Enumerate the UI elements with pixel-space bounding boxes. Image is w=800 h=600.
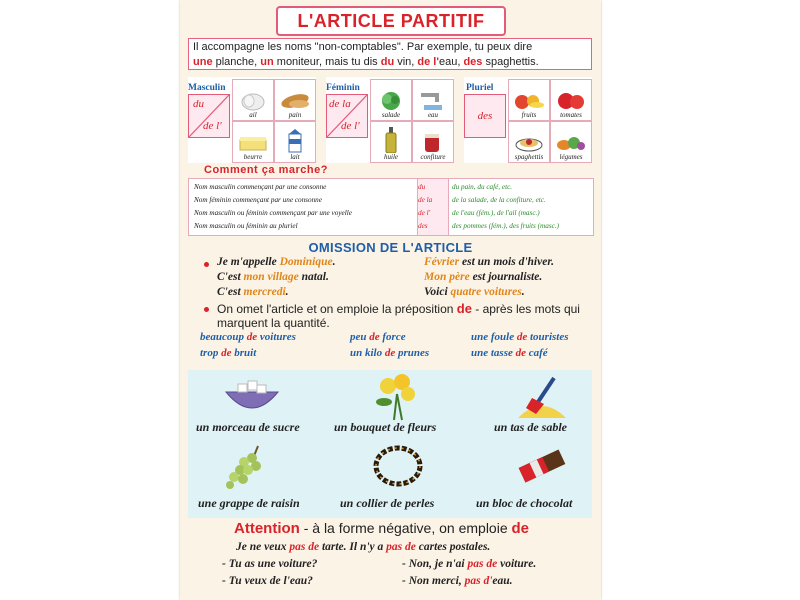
q-text: force (379, 331, 406, 343)
ex-highlight: Mon père (424, 271, 470, 283)
thumb-tomates (550, 79, 592, 121)
ex-highlight: Février (424, 256, 460, 268)
ex-highlight: quatre voitures (450, 286, 522, 298)
pluriel-article (464, 94, 506, 138)
picture-caption: un morceau de sucre (196, 420, 300, 434)
word-du: du (380, 56, 395, 68)
page-title: L'ARTICLE PARTITIF (297, 10, 485, 31)
rule-article: de la (418, 196, 433, 204)
word-une: une (193, 56, 213, 68)
ex-highlight: mon village (243, 271, 299, 283)
intro-box (188, 38, 592, 70)
q-text: peu (350, 331, 370, 343)
rule-example: du pain, du café, etc. (452, 183, 513, 191)
thumb-spaghettis (508, 121, 550, 163)
rule-text: Nom masculin commençant par une consonne (194, 183, 327, 191)
rule-text: Nom féminin commençant par une consonne (194, 196, 322, 204)
example-line (217, 271, 329, 283)
answer-1 (402, 558, 536, 570)
q-text: une foule (471, 331, 517, 343)
milk-icon (285, 129, 305, 153)
flowers-icon (372, 372, 422, 422)
thumb-legumes (550, 121, 592, 163)
bread-icon (279, 91, 311, 111)
q-text: bruit (231, 347, 257, 359)
ex-highlight: Dominique (279, 256, 333, 268)
neg-text: cartes postales. (415, 541, 491, 553)
thumb-eau (412, 79, 454, 121)
title-box (276, 6, 506, 36)
rules-table (188, 178, 594, 236)
thumb-beurre (232, 121, 274, 163)
spaghetti-icon (514, 131, 544, 153)
question-1: - Tu as une voiture? (222, 558, 318, 570)
intro-text: eau, (438, 56, 464, 68)
grapes-icon (218, 442, 272, 492)
rule-text: Nom masculin ou féminin commençant par une voyelle (194, 209, 352, 217)
art-del: de l' (203, 120, 222, 132)
neg-highlight: pas de (289, 541, 320, 553)
example-line (424, 256, 554, 268)
q-text: touristes (527, 331, 569, 343)
rule-text: - après les mots qui marquent la quantité. (217, 302, 580, 330)
sand-shovel-icon (514, 374, 570, 422)
label-confiture: confiture (420, 153, 446, 161)
feminin-panel (326, 77, 454, 163)
q-de: de (515, 347, 527, 359)
thumb-lait (274, 121, 316, 163)
q-text: voitures (257, 331, 296, 343)
neg-text: Je ne veux (236, 541, 290, 553)
quantity-expr (471, 347, 548, 359)
intro-text: spaghettis. (482, 56, 539, 68)
q-text: un kilo (350, 347, 385, 359)
rule-example: de la salade, de la confiture, etc. (452, 196, 546, 204)
thumb-ail (232, 79, 274, 121)
rule-article: de l' (418, 209, 431, 217)
neg-highlight: pas de (467, 558, 498, 570)
label-fruits: fruits (521, 111, 537, 119)
quantity-expr (200, 331, 296, 343)
intro-text: moniteur, mais tu dis (273, 56, 381, 68)
neg-text: voiture. (497, 558, 537, 570)
thumb-huile (370, 121, 412, 163)
oil-bottle-icon (383, 127, 399, 153)
ex-dot: . (332, 256, 336, 268)
question-2: - Tu veux de l'eau? (222, 575, 313, 587)
tomatoes-icon (555, 89, 587, 111)
tap-icon (418, 89, 448, 111)
label-tomates: tomates (560, 111, 582, 119)
ex-text: C'est (217, 271, 244, 283)
q-text: une tasse (471, 347, 516, 359)
ex-text: Voici (424, 286, 451, 298)
fruits-icon (513, 89, 545, 111)
rule-example: de l'eau (fém.), de l'ail (masc.) (452, 209, 540, 217)
example-line (217, 286, 289, 298)
example-line (424, 286, 525, 298)
ex-text: Je m'appelle (217, 256, 280, 268)
word-un: un (260, 56, 274, 68)
neg-highlight: pas d' (464, 575, 493, 587)
rule-text: On omet l'article et on emploie la préposition (217, 302, 457, 316)
q-de: de (369, 331, 380, 343)
ex-text: natal. (298, 271, 329, 283)
butter-icon (238, 135, 268, 153)
label-beurre: beurre (243, 153, 263, 161)
necklace-icon (368, 438, 428, 494)
masculin-head: Masculin (188, 83, 226, 93)
lettuce-icon (377, 89, 405, 111)
answer-2 (402, 575, 513, 587)
label-eau: eau (427, 111, 439, 119)
example-line (424, 271, 542, 283)
attention-word: Attention (234, 520, 300, 537)
intro-line1: Il accompagne les noms "non-comptables". Par exemple, tu peux dire (193, 41, 533, 53)
label-lait: lait (290, 153, 300, 161)
rule-article: du (418, 183, 426, 191)
ex-text: est journaliste. (469, 271, 543, 283)
picture-caption: un bouquet de fleurs (334, 420, 437, 434)
picture-caption: une grappe de raisin (198, 496, 300, 510)
quantity-expr (471, 331, 569, 343)
sugar-bowl-icon (222, 376, 282, 416)
art-del: de l' (341, 120, 360, 132)
ex-text: est un mois d'hiver. (459, 256, 555, 268)
thumb-pain (274, 79, 316, 121)
picture-band (188, 370, 592, 518)
attention-text: - à la forme négative, on emploie (299, 520, 512, 536)
example-line (217, 256, 336, 268)
q-text: trop (200, 347, 222, 359)
omission-rule (217, 302, 597, 330)
neg-text: - Non, je n'ai (402, 558, 468, 570)
label-legumes: légumes (559, 153, 583, 161)
label-spaghettis: spaghettis (514, 153, 544, 161)
neg-text: - Non merci, (402, 575, 465, 587)
intro-text: vin, (394, 56, 418, 68)
q-text: prunes (395, 347, 430, 359)
ex-text: C'est (217, 286, 244, 298)
ex-dot: . (521, 286, 525, 298)
omission-title: OMISSION DE L'ARTICLE (308, 240, 473, 255)
art-des: des (477, 110, 493, 122)
masculin-articles (188, 94, 230, 138)
q-text: café (526, 347, 548, 359)
q-de: de (221, 347, 232, 359)
q-de: de (384, 347, 396, 359)
label-ail: ail (249, 111, 257, 119)
feminin-head: Féminin (326, 83, 360, 93)
chocolate-icon (514, 444, 570, 488)
thumb-fruits (508, 79, 550, 121)
rule-example: des pommes (fém.), des fruits (masc.) (452, 222, 559, 230)
picture-caption: un collier de perles (340, 496, 435, 510)
bullet (204, 262, 209, 267)
label-salade: salade (381, 111, 401, 119)
poster (180, 0, 601, 600)
thumb-confiture (412, 121, 454, 163)
q-de: de (246, 331, 258, 343)
neg-highlight: pas de (386, 541, 416, 553)
garlic-icon (240, 89, 266, 111)
jam-icon (420, 131, 446, 153)
q-text: beaucoup (200, 331, 247, 343)
masculin-panel (188, 77, 316, 163)
label-huile: huile (384, 153, 398, 161)
word-des: des (463, 56, 483, 68)
neg-text: tarte. Il n'y a (319, 541, 387, 553)
ex-highlight: mercredi (243, 286, 286, 298)
word-del: de l' (417, 56, 439, 68)
negative-sentence (236, 541, 490, 553)
quantity-expr (200, 347, 256, 359)
intro-text: planche, (212, 56, 261, 68)
rule-article: des (418, 222, 428, 230)
picture-caption: un bloc de chocolat (476, 496, 573, 510)
bullet (204, 307, 209, 312)
art-dela: de la (329, 98, 351, 110)
rule-de: de (456, 301, 472, 316)
picture-caption: un tas de sable (494, 420, 568, 434)
attention-de: de (511, 520, 530, 537)
vegetables-icon (555, 131, 587, 153)
neg-text: eau. (492, 575, 513, 587)
label-pain: pain (288, 111, 302, 119)
pluriel-head: Pluriel (466, 83, 494, 93)
rule-text: Nom masculin ou féminin au pluriel (194, 222, 298, 230)
q-de: de (516, 331, 528, 343)
pluriel-panel (464, 77, 592, 163)
attention-line (234, 520, 529, 537)
quantity-expr (350, 347, 429, 359)
thumb-salade (370, 79, 412, 121)
intro-line2 (193, 55, 587, 70)
art-du: du (193, 98, 204, 110)
feminin-articles (326, 94, 368, 138)
ex-dot: . (285, 286, 289, 298)
comment-title: Comment ça marche? (204, 164, 328, 176)
quantity-expr (350, 331, 406, 343)
